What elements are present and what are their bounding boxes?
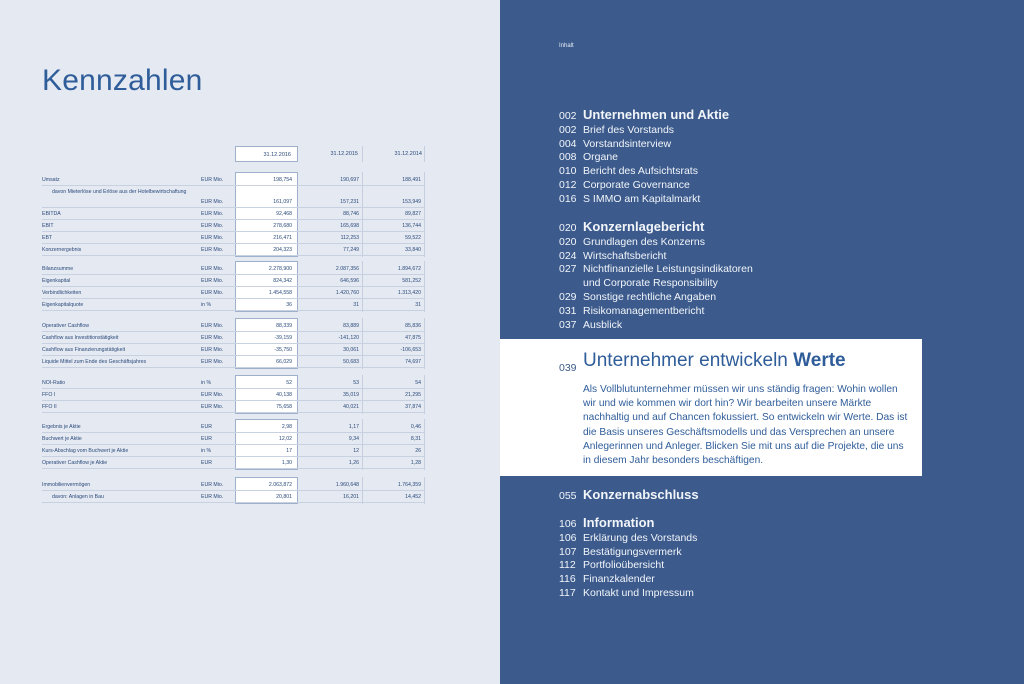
feature-title [583, 350, 846, 372]
value-2016: 2,98 [281, 424, 292, 430]
value-2016: 2.063,872 [268, 482, 292, 488]
value-2015: 165,698 [340, 223, 359, 229]
toc-page-number: 055 [559, 490, 577, 502]
value-2016: 92,468 [276, 211, 292, 217]
toc-item[interactable] [559, 263, 753, 277]
row-unit: in % [201, 448, 212, 454]
row-unit: EUR Mio. [201, 494, 224, 500]
value-2016: 198,754 [273, 177, 292, 183]
toc-page-number: 020 [559, 222, 577, 234]
table-row [42, 445, 425, 457]
toc-item[interactable] [559, 532, 697, 546]
row-unit: in % [201, 380, 212, 386]
toc-page-number: 008 [559, 151, 577, 164]
table-row [42, 287, 425, 299]
row-unit: EUR Mio. [201, 335, 224, 341]
value-2016: 1,30 [281, 460, 292, 466]
toc-item-title: Vorstandsinterview [583, 137, 672, 150]
row-unit: EUR Mio. [201, 347, 224, 353]
toc-item[interactable] [559, 559, 697, 573]
value-2015: 1,17 [348, 424, 359, 430]
toc-item-title: Erklärung des Vorstands [583, 531, 698, 544]
toc-page-number: 031 [559, 304, 577, 317]
toc-item[interactable] [559, 587, 697, 601]
feature-box [500, 339, 922, 476]
toc-item[interactable] [559, 573, 697, 587]
toc-section [559, 488, 699, 504]
value-2015: 1.960,648 [335, 482, 359, 488]
value-2015: 157,231 [340, 199, 359, 205]
toc-page-number: 037 [559, 318, 577, 331]
value-2016: 12,02 [279, 436, 292, 442]
value-2014: 21,295 [405, 392, 421, 398]
toc-item-title: Sonstige rechtliche Angaben [583, 290, 717, 303]
value-2015: 1.420,760 [335, 290, 359, 296]
column-header-2015: 31.12.2015 [330, 151, 358, 157]
row-unit: in % [201, 302, 212, 308]
row-label: Operativer Cashflow [42, 323, 89, 329]
toc-item[interactable] [559, 165, 729, 179]
value-2016: 40,138 [276, 392, 292, 398]
value-2016: 52 [286, 380, 292, 386]
value-2016: 1.454,558 [268, 290, 292, 296]
row-unit: EUR [201, 436, 212, 442]
toc-item[interactable] [559, 124, 729, 138]
value-2015: 35,019 [343, 392, 359, 398]
row-unit: EUR Mio. [201, 266, 224, 272]
table-row [42, 479, 425, 491]
toc-page-number: 016 [559, 192, 577, 205]
table-row [42, 421, 425, 433]
table-row [42, 344, 425, 356]
value-2015: -141,120 [338, 335, 359, 341]
toc-item[interactable] [559, 138, 729, 152]
toc-item[interactable] [559, 277, 753, 291]
row-label: Verbindlichkeiten [42, 290, 82, 296]
toc-page-number: 112 [559, 559, 576, 572]
toc-item-title: Nichtfinanzielle Leistungsindikatoren [583, 263, 753, 276]
value-2015: 83,889 [343, 323, 359, 329]
value-2014: 0,46 [410, 424, 421, 430]
row-unit: EUR [201, 460, 212, 466]
value-2016: 2.278,900 [268, 266, 292, 272]
toc-item[interactable] [559, 250, 753, 264]
toc-item[interactable] [559, 546, 697, 560]
value-2014: 89,827 [405, 211, 421, 217]
column-separator [362, 146, 363, 162]
value-2016: 36 [286, 302, 292, 308]
toc-section [559, 220, 753, 332]
row-label: EBIT [42, 223, 54, 229]
feature-title-bold: Werte [793, 350, 846, 371]
toc-item-title: Kontakt und Impressum [583, 586, 694, 599]
value-2015: 30,061 [343, 347, 359, 353]
value-2016: -35,750 [274, 347, 292, 353]
toc-item-title: Finanzkalender [583, 573, 655, 586]
value-2014: 136,744 [402, 223, 421, 229]
row-label: Eigenkapitalquote [42, 302, 84, 308]
row-label: davon Mieterlöse und Erlöse aus der Hotelbewirtschaftung [52, 189, 187, 195]
value-2014: 74,697 [405, 359, 421, 365]
row-unit: EUR Mio. [201, 211, 224, 217]
table-row [42, 457, 425, 469]
row-unit: EUR Mio. [201, 247, 224, 253]
toc-item-title: Corporate Governance [583, 178, 690, 191]
table-row [42, 275, 425, 287]
value-2014: 153,949 [402, 199, 421, 205]
value-2015: 77,249 [343, 247, 359, 253]
toc-item[interactable] [559, 319, 753, 333]
toc-page-number: 002 [559, 123, 577, 136]
value-2015: 1,26 [348, 460, 359, 466]
row-label: Liquide Mittel zum Ende des Geschäftsjahres [42, 359, 147, 365]
value-2014: 54 [415, 380, 421, 386]
toc-item-title: Portfolioübersicht [583, 559, 665, 572]
toc-section-title: Konzernabschluss [583, 487, 699, 502]
table-row [42, 356, 425, 368]
table-row [42, 299, 425, 311]
feature-title-light: Unternehmer entwickeln [583, 350, 788, 371]
toc-section-heading[interactable] [559, 516, 697, 532]
value-2014: 1,28 [410, 460, 421, 466]
row-label: Cashflow aus Finanzierungstätigkeit [42, 347, 126, 353]
table-row [42, 491, 425, 503]
value-2014: 26 [415, 448, 421, 454]
row-unit: EUR Mio. [201, 199, 224, 205]
column-separator [424, 146, 425, 162]
feature-page-number: 039 [559, 362, 577, 374]
value-2016: 216,471 [273, 235, 292, 241]
row-label: davon: Anlagen in Bau [52, 494, 104, 500]
table-row [42, 433, 425, 445]
toc-page-number: 002 [559, 110, 577, 122]
value-2014: 85,836 [405, 323, 421, 329]
row-label: Konzernergebnis [42, 247, 82, 253]
table-row [42, 389, 425, 401]
toc-item[interactable] [559, 305, 753, 319]
table-row [42, 401, 425, 413]
value-2015: 12 [353, 448, 359, 454]
table-row [42, 208, 425, 220]
toc-section [559, 108, 729, 207]
toc-item-title: Ausblick [583, 318, 623, 331]
value-2014: 47,875 [405, 335, 421, 341]
right-page [500, 0, 1024, 684]
left-page [0, 0, 500, 684]
table-row [42, 186, 425, 208]
toc-page-number: 106 [559, 531, 577, 544]
value-2015: 53 [353, 380, 359, 386]
value-2014: 8,31 [410, 436, 421, 442]
row-label: Ergebnis je Aktie [42, 424, 81, 430]
row-label: Immobilienvermögen [42, 482, 91, 488]
value-2015: 2.087,356 [335, 266, 359, 272]
row-label: FFO II [42, 404, 57, 410]
toc-section-title: Unternehmen und Aktie [583, 107, 730, 122]
value-2015: 9,34 [348, 436, 359, 442]
toc-section-heading[interactable] [559, 488, 699, 504]
row-unit: EUR Mio. [201, 278, 224, 284]
row-label: EBITDA [42, 211, 61, 217]
value-2015: 31 [353, 302, 359, 308]
value-2015: 112,253 [340, 235, 359, 241]
row-label: EBT [42, 235, 53, 241]
value-2014: 1.313,420 [397, 290, 421, 296]
row-label: Umsatz [42, 177, 60, 183]
toc-item-title: Grundlagen des Konzerns [583, 235, 705, 248]
toc-page-number: 027 [559, 263, 577, 276]
row-unit: EUR Mio. [201, 323, 224, 329]
value-2014: 37,874 [405, 404, 421, 410]
value-2014: 14,452 [405, 494, 421, 500]
value-2016: 20,801 [276, 494, 292, 500]
toc-item-title: Risikomanagementbericht [583, 304, 705, 317]
toc-page-number: 010 [559, 165, 577, 178]
value-2016: 204,323 [273, 247, 292, 253]
value-2016: 88,339 [276, 323, 292, 329]
table-row [42, 220, 425, 232]
toc-item[interactable] [559, 236, 753, 250]
toc-page-number: 117 [559, 586, 576, 599]
toc-page-number: 004 [559, 137, 577, 150]
row-label: Kurs-Abschlag vom Buchwert je Aktie [42, 448, 129, 454]
value-2016: 824,342 [273, 278, 292, 284]
value-2014: 188,491 [402, 177, 421, 183]
toc-item-title: Wirtschaftsbericht [583, 249, 667, 262]
value-2015: 646,596 [340, 278, 359, 284]
toc-item-title: und Corporate Responsibility [583, 277, 718, 290]
value-2016: 75,658 [276, 404, 292, 410]
row-unit: EUR Mio. [201, 359, 224, 365]
row-unit: EUR [201, 424, 212, 430]
row-unit: EUR Mio. [201, 290, 224, 296]
toc-item[interactable] [559, 291, 753, 305]
toc-page-number: 024 [559, 249, 577, 262]
page-title: Kennzahlen [42, 64, 203, 97]
value-2015: 40,021 [343, 404, 359, 410]
table-row [42, 232, 425, 244]
toc-item[interactable] [559, 151, 729, 165]
toc-section-heading[interactable] [559, 108, 729, 124]
row-label: Bilanzsumme [42, 266, 74, 272]
toc-item-title: Bestätigungsvermerk [583, 545, 682, 558]
row-label: Eigenkapital [42, 278, 71, 284]
feature-text: Als Vollblutunternehmer müssen wir uns ständig fragen: Wohin wollen wir und wie kommen wir dort hin? Wir bearbeiten unsere Märkte nachhaltig und auf Chancen fokussiert. So entwickeln wir Werte. Das ist die Basis unseres Geschäftsmodells und das Versprechen an unsere Anlegerinnen und Anleger. Blicken Sie mit uns auf die Projekte, die uns in diesem Jahr besonders beschäftigen. [583, 384, 908, 467]
value-2015: 16,201 [343, 494, 359, 500]
table-row [42, 377, 425, 389]
value-2014: -106,653 [400, 347, 421, 353]
toc-page-number: 116 [559, 573, 576, 586]
table-row [42, 320, 425, 332]
table-row [42, 244, 425, 256]
value-2016: 278,680 [273, 223, 292, 229]
value-2014: 31 [415, 302, 421, 308]
toc-page-number: 107 [559, 545, 577, 558]
value-2016: 66,029 [276, 359, 292, 365]
toc-item-title: Brief des Vorstands [583, 123, 675, 136]
table-row [42, 263, 425, 275]
row-unit: EUR Mio. [201, 404, 224, 410]
value-2015: 50,683 [343, 359, 359, 365]
row-label: Cashflow aus Investitionstätigkeit [42, 335, 119, 341]
value-2014: 1.764,359 [397, 482, 421, 488]
toc-item[interactable] [559, 193, 729, 207]
toc-item-title: Organe [583, 151, 619, 164]
row-unit: EUR Mio. [201, 482, 224, 488]
value-2015: 190,697 [340, 177, 359, 183]
toc-page-number: 029 [559, 290, 577, 303]
row-unit: EUR Mio. [201, 177, 224, 183]
column-header-2014: 31.12.2014 [394, 151, 422, 157]
contents-label: Inhalt [559, 43, 574, 49]
row-label: Buchwert je Aktie [42, 436, 82, 442]
row-label: Operativer Cashflow je Aktie [42, 460, 108, 466]
value-2016: -39,159 [274, 335, 292, 341]
row-label: NOI-Ratio [42, 380, 66, 386]
value-2014: 59,522 [405, 235, 421, 241]
toc-page-number: 012 [559, 178, 577, 191]
value-2016: 161,097 [273, 199, 292, 205]
column-header-2016: 31.12.2016 [235, 146, 298, 162]
table-row [42, 174, 425, 186]
toc-item-title: S IMMO am Kapitalmarkt [583, 192, 701, 205]
row-unit: EUR Mio. [201, 392, 224, 398]
toc-section-title: Konzernlagebericht [583, 219, 705, 234]
value-2014: 581,252 [402, 278, 421, 284]
value-2014: 1.894,672 [397, 266, 421, 272]
row-unit: EUR Mio. [201, 235, 224, 241]
toc-section-title: Information [583, 515, 655, 530]
toc-page-number: 106 [559, 518, 577, 530]
toc-item-title: Bericht des Aufsichtsrats [583, 165, 698, 178]
value-2016: 17 [286, 448, 292, 454]
row-label: FFO I [42, 392, 56, 398]
toc-item[interactable] [559, 179, 729, 193]
toc-section [559, 516, 697, 601]
value-2015: 88,746 [343, 211, 359, 217]
toc-page-number: 020 [559, 235, 577, 248]
value-2014: 33,840 [405, 247, 421, 253]
row-unit: EUR Mio. [201, 223, 224, 229]
toc-section-heading[interactable] [559, 220, 753, 236]
table-row [42, 332, 425, 344]
